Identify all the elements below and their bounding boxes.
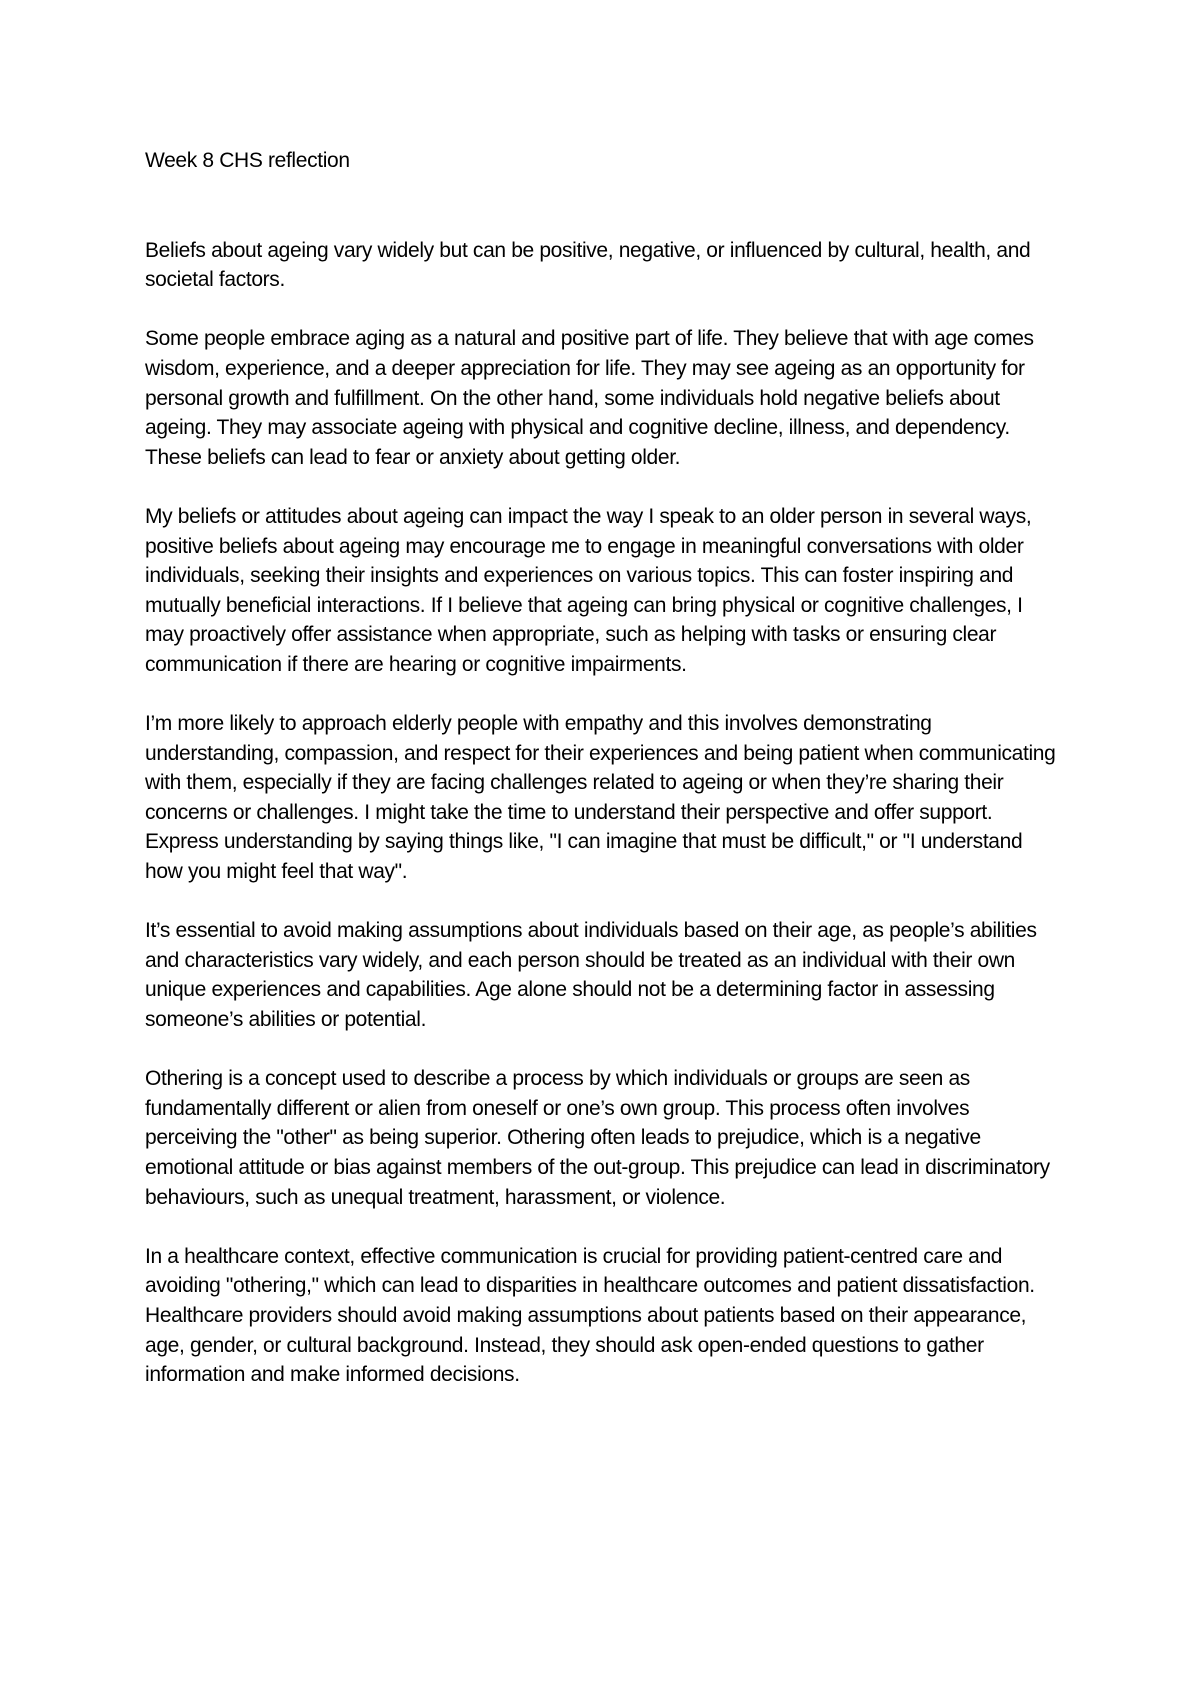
paragraph-avoid-assumptions: It’s essential to avoid making assumptions about individuals based on their age, as people’s abilities and characteristics vary widely, and each person should be treated as an individual with their own unique experiences and capabilities. Age alone should not be a determining factor in assessing someone’s abilities or potential. <box>145 919 1037 1032</box>
paragraph-healthcare-context: In a healthcare context, effective communication is crucial for providing patient-centred care and avoiding "othering," which can lead to disparities in healthcare outcomes and patient dissatisfaction. Healthcare providers should avoid making assumptions about patients based on their appearance, age, gender, or cultural background. Instead, they should ask open-ended questions to gather information and make informed decisions. <box>145 1244 1035 1387</box>
paragraph-personal-attitudes: My beliefs or attitudes about ageing can impact the way I speak to an older person in several ways, positive beliefs about ageing may encourage me to engage in meaningful conversations with older individuals, seeking their insights and experiences on various topics. This can foster inspiring and mutually beneficial interactions. If I believe that ageing can bring physical or cognitive challenges, I may proactively offer assistance when appropriate, such as helping with tasks or ensuring clear communication if there are hearing or cognitive impairments. <box>145 504 1032 676</box>
paragraph-beliefs-overview: Beliefs about ageing vary widely but can be positive, negative, or influenced by cultural, health, and societal factors. <box>145 238 1031 292</box>
paragraph-positive-negative-beliefs: Some people embrace aging as a natural and positive part of life. They believe that with age comes wisdom, experience, and a deeper appreciation for life. They may see ageing as an opportunity for personal growth and fulfillment. On the other hand, some individuals hold negative beliefs about ageing. They may associate ageing with physical and cognitive decline, illness, and dependency. These beliefs can lead to fear or anxiety about getting older. <box>145 327 1034 469</box>
document-body <box>145 146 1065 1419</box>
paragraph-empathy: I’m more likely to approach elderly people with empathy and this involves demonstrating understanding, compassion, and respect for their experiences and being patient when communicating with them, especially if they are facing challenges related to ageing or when they’re sharing their concerns or challenges. I might take the time to understand their perspective and offer support. Express understanding by saying things like, "I can imagine that must be difficult," or "I understand how you might feel that way". <box>145 712 1056 884</box>
document-title: Week 8 CHS reflection <box>145 149 350 172</box>
paragraph-othering: Othering is a concept used to describe a process by which individuals or groups are seen as fundamentally different or alien from oneself or one’s own group. This process often involves perceiving the "other" as being superior. Othering often leads to prejudice, which is a negative emotional attitude or bias against members of the out-group. This prejudice can lead in discriminatory behaviours, such as unequal treatment, harassment, or violence. <box>145 1067 1050 1209</box>
